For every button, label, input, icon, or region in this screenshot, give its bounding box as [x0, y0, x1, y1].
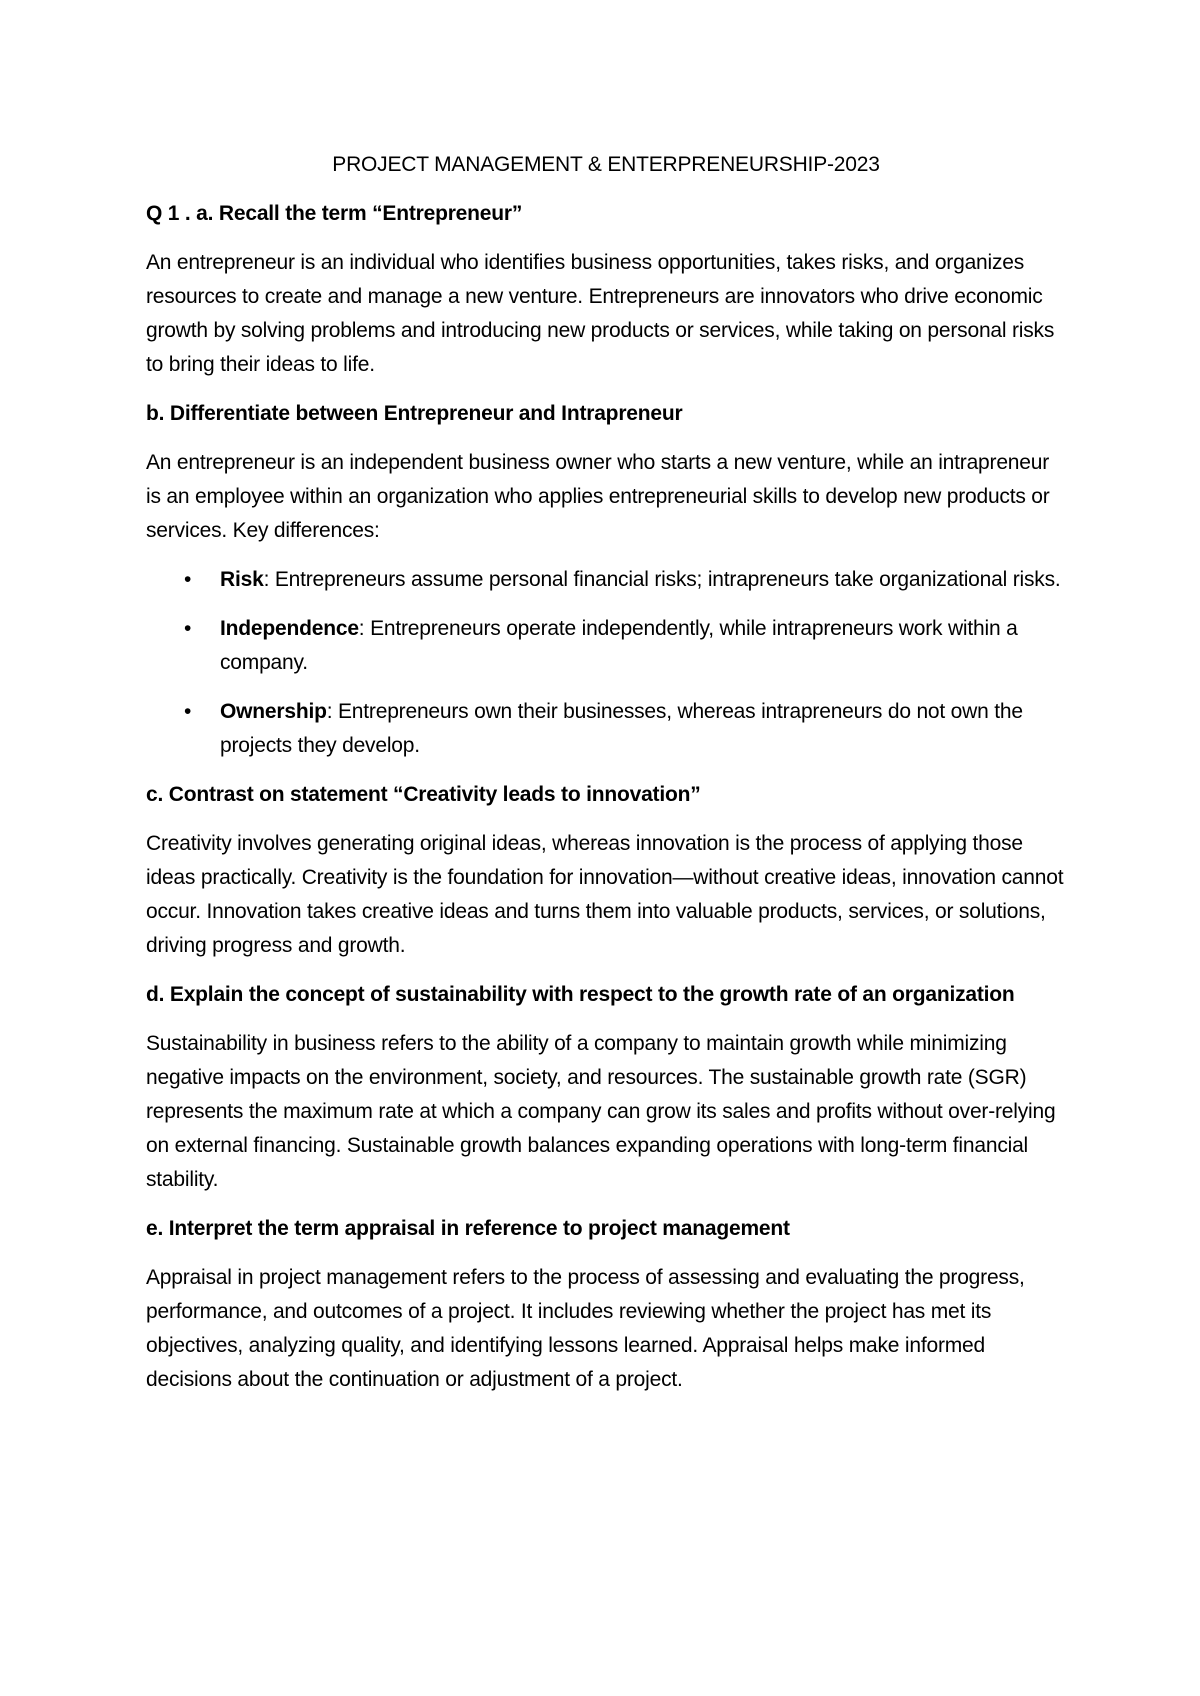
bullet-icon: •: [184, 617, 192, 640]
question-1d-heading: d. Explain the concept of sustainability with respect to the growth rate of an organization: [146, 983, 1015, 1006]
list-item-separator: :: [358, 617, 371, 640]
bullet-icon: •: [184, 568, 192, 591]
question-1d-answer: Sustainability in business refers to the ability of a company to maintain growth while minimizing negative impacts on the environment, society, and resources. The sustainable growth rate (SGR) represents the maximum rate at which a company can grow its sales and profits without over-relying on external financing. Sustainable growth balances expanding operations with long-term financial stability.: [146, 1032, 1056, 1191]
list-item-text: Entrepreneurs operate independently, while intrapreneurs work within a company.: [220, 617, 1018, 674]
list-item-term: Independence: [220, 617, 359, 640]
list-item-text: Entrepreneurs own their businesses, whereas intrapreneurs do not own the projects they develop.: [220, 700, 1023, 757]
list-item-term: Ownership: [220, 700, 327, 723]
question-1a-answer: An entrepreneur is an individual who identifies business opportunities, takes risks, and organizes resources to create and manage a new venture. Entrepreneurs are innovators who drive economic growth by solving problems and introducing new products or services, while taking on personal risks to bring their ideas to life.: [146, 251, 1055, 376]
bullet-icon: •: [184, 700, 192, 723]
question-1a-heading: Q 1 . a. Recall the term “Entrepreneur”: [146, 202, 523, 225]
list-item: [184, 563, 1066, 597]
list-item-separator: :: [326, 700, 338, 723]
list-item-text: Entrepreneurs assume personal financial risks; intrapreneurs take organizational risks.: [274, 568, 1061, 591]
question-1e-heading: e. Interpret the term appraisal in reference to project management: [146, 1217, 790, 1240]
question-1c-heading: c. Contrast on statement “Creativity leads to innovation”: [146, 783, 701, 806]
question-1e-answer: Appraisal in project management refers to the process of assessing and evaluating the progress, performance, and outcomes of a project. It includes reviewing whether the project has met its objectives, analyzing quality, and identifying lessons learned. Appraisal helps make informed decisions about the continuation or adjustment of a project.: [146, 1266, 1025, 1391]
list-item: [184, 612, 1066, 680]
differences-list: [146, 563, 1066, 763]
question-1c-answer: Creativity involves generating original ideas, whereas innovation is the process of applying those ideas practically. Creativity is the foundation for innovation—without creative ideas, innovation cannot occur. Innovation takes creative ideas and turns them into valuable products, services, or solutions, driving progress and growth.: [146, 832, 1064, 957]
list-item: [184, 695, 1066, 763]
document-content: [146, 148, 1066, 1412]
list-item-term: Risk: [220, 568, 264, 591]
document-title: PROJECT MANAGEMENT & ENTERPRENEURSHIP-2023: [332, 153, 880, 176]
list-item-separator: :: [263, 568, 275, 591]
question-1b-answer: An entrepreneur is an independent business owner who starts a new venture, while an intrapreneur is an employee within an organization who applies entrepreneurial skills to develop new products or services. Key differences:: [146, 451, 1050, 542]
question-1b-heading: b. Differentiate between Entrepreneur and Intrapreneur: [146, 402, 683, 425]
